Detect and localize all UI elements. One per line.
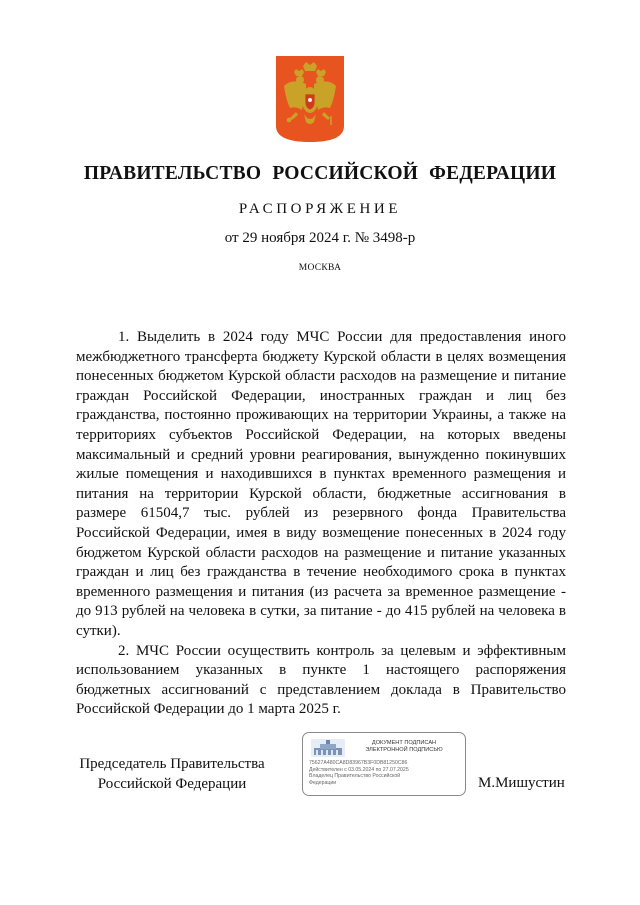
stamp-title-line2: ЭЛЕКТРОННОЙ ПОДПИСЬЮ [365,747,443,753]
paragraph-2: 2. МЧС России осуществить контроль за целевым и эффективным использованием указанных в пункте 1 настоящего распоряжения бюджетных ассигнований с представлением доклада в Правительство Российской Федерации до 1 марта 2025 г. [76,642,566,718]
coat-of-arms-emblem [276,56,344,142]
paragraph-1: 1. Выделить в 2024 году МЧС России для предоставления иного межбюджетного трансферта бюджету Курской области в целях возмещения понесенных бюджетом Курской области расходов на размещение и питание граждан Российской Федерации, иностранных граждан и лиц без гражданства, постоянно проживающих на территории Украины, а также на территориях субъектов Российской Федерации, на которых введены максимальный и средний уровни реагирования, вынужденно покинувших жилые помещения и находившихся в пунктах временного размещения и питания на территории Курской области, бюджетные ассигнования в размере 61504,7 тыс. рублей из резервного фонда Правительства Российской Федерации, имея в виду возмещение понесенных в 2024 году бюджетом Курской области расходов на размещение и питание указанных граждан и лиц без гражданства в течение необходимого срока в пунктах временного размещения и питания (из расчета за временное размещение - до 913 рублей на человека в сутки, за питание - до 415 рублей на человека в сутки). [76,329,566,639]
signatory-position-line1: Председатель Правительства [79,756,265,772]
stamp-details [309,760,409,787]
stamp-title [347,740,461,754]
document-date-number: от 29 ноября 2024 г. № 3498-р [224,230,416,246]
government-building-icon [311,739,345,757]
stamp-certificate: 75627A480CA8D83967B3F0DB81250C86 [309,760,408,766]
signatory-position-line2: Российской Федерации [97,775,247,792]
stamp-title-line1: ДОКУМЕНТ ПОДПИСАН [371,740,437,746]
signatory-position [72,755,272,794]
organization-title: ПРАВИТЕЛЬСТВО РОССИЙСКОЙ ФЕДЕРАЦИИ [83,163,557,184]
electronic-signature-stamp [302,732,466,796]
stamp-owner-line1: Владелец Правительство Российской [309,773,401,780]
document-city: МОСКВА [298,263,342,273]
russian-coat-of-arms-icon [276,56,344,142]
stamp-validity: Действителен с 03.05.2024 по 27.07.2025 [309,766,409,773]
stamp-owner-line2: Федерации [309,780,337,787]
order-body [76,328,566,720]
signatory-name: М.Мишустин [478,775,565,791]
document-type: РАСПОРЯЖЕНИЕ [238,201,402,217]
